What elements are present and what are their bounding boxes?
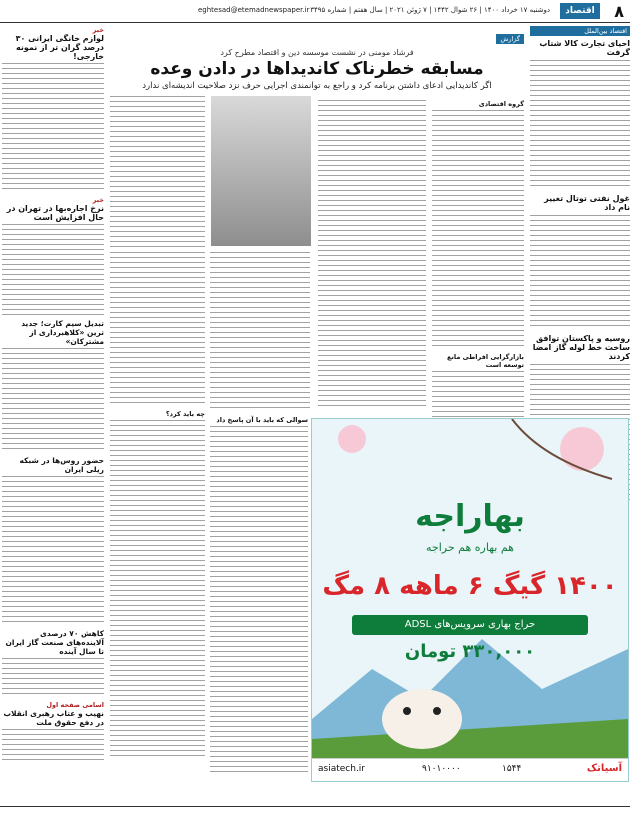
main-col-5-body (210, 426, 308, 776)
advertisement[interactable] (311, 418, 629, 782)
header-bar (0, 0, 630, 22)
page-number: ۸ (614, 2, 624, 21)
left-body-6 (2, 729, 104, 764)
left-body-3 (2, 348, 104, 453)
ad-offer: ۱۴۰۰ گیگ ۶ ماهه ۸ مگ (322, 571, 618, 601)
ad-brand-title: بهاراجه (415, 499, 525, 534)
left-body-5 (2, 658, 104, 698)
main-title: مسابقه خطرناک کاندیداها در دادن وعده (150, 59, 484, 79)
dateline: دوشنبه ۱۷ خرداد ۱۴۰۰ | ۲۶ شوال ۱۴۴۲ | ۷ ژوئن ۲۰۲۱ | سال هفتم | شماره ۳۴۹۵ (310, 6, 550, 14)
mid-head-3: سوالی که باید با آن پاسخ داد (216, 416, 308, 424)
website: eghtesad@etemadnewspaper.ir (198, 6, 310, 14)
ad-price: ۳۳۰,۰۰۰ تومان (404, 641, 536, 662)
left-label-2: خبر (92, 196, 104, 204)
main-kicker: گزارش (496, 34, 524, 44)
main-col-3-top (110, 96, 205, 248)
main-col-3-body (110, 252, 205, 407)
main-col-3 (110, 252, 205, 760)
footer-rule (0, 806, 630, 807)
left-label-3: اسامی صفحه اول (46, 701, 104, 709)
mid-head-2: چه باید کرد؟ (165, 410, 205, 418)
main-col-1-body (432, 110, 524, 350)
right-headline-1: احیای تجارت کالا شتاب گرفت (539, 39, 630, 57)
section-tab: اقتصاد (560, 3, 600, 19)
left-headline-1: لوازم خانگی ایرانی ۳۰ درصد گران تر از نمونه خارجی! (15, 34, 104, 61)
ad-logo: آسیاتک (586, 763, 622, 774)
right-label: اقتصاد بین‌الملل (530, 26, 630, 36)
main-col-5 (210, 416, 308, 776)
main-col-4 (210, 252, 310, 412)
main-story-header (110, 26, 524, 91)
header-rule (0, 22, 630, 23)
main-col-3-body-2 (110, 420, 205, 760)
left-column (2, 26, 104, 764)
main-pretitle: فرشاد مومنی در نشست موسسه دین و اقتصاد مطرح کرد (220, 48, 414, 57)
main-group: گروه اقتصادی (478, 100, 524, 108)
right-body-2 (530, 215, 630, 330)
main-col-1 (432, 100, 524, 431)
left-label-1: خبر (92, 26, 104, 34)
ad-brand-sub: هم بهاره هم حراجه (426, 541, 514, 554)
left-headline-5: کاهش ۷۰ درصدی آلاینده‌های صنعت گاز ایران تا سال آینده (5, 629, 104, 656)
right-headline-3: روسیه و پاکستان توافق ساخت خط لوله گاز امضا کردند (532, 334, 630, 361)
ad-short-number: ۱۵۴۴ (502, 764, 522, 774)
left-headline-3: تبدیل سیم کارت؛ جدید ترین «کلاهبرداری از مشترکان» (21, 319, 104, 346)
left-body-4 (2, 476, 104, 626)
right-headline-2: غول نفتی توتال تغییر نام داد (544, 194, 630, 212)
left-headline-6: نهیب و عتاب رهبری انقلاب در دفع حقوق ملت (3, 709, 104, 727)
main-subtitle: اگر کاندیدایی ادعای داشتن برنامه کرد و راجع به توانمندی اجرایی حرف نزد صلاحیت اندیشه‌ای ندارد (142, 81, 492, 91)
main-col-2 (318, 100, 426, 410)
ad-site[interactable]: asiatech.ir (318, 764, 365, 774)
ad-service: حراج بهاری سرویس‌های ADSL (352, 615, 588, 635)
left-body-2 (2, 224, 104, 316)
left-headline-2: نرخ اجاره‌بها در تهران در حال افزایش است (6, 204, 104, 222)
left-body-1 (2, 63, 104, 193)
left-headline-4: حضور روس‌ها در شبکه ریلی ایران (19, 456, 104, 474)
mid-head-1: بازارگرایی افراطی مانع توسعه است (447, 353, 524, 369)
right-body-1 (530, 60, 630, 190)
ad-phone: ۹۱۰۱۰۰۰۰ (422, 764, 461, 774)
ad-footer (312, 758, 628, 781)
portrait-photo (211, 96, 311, 246)
